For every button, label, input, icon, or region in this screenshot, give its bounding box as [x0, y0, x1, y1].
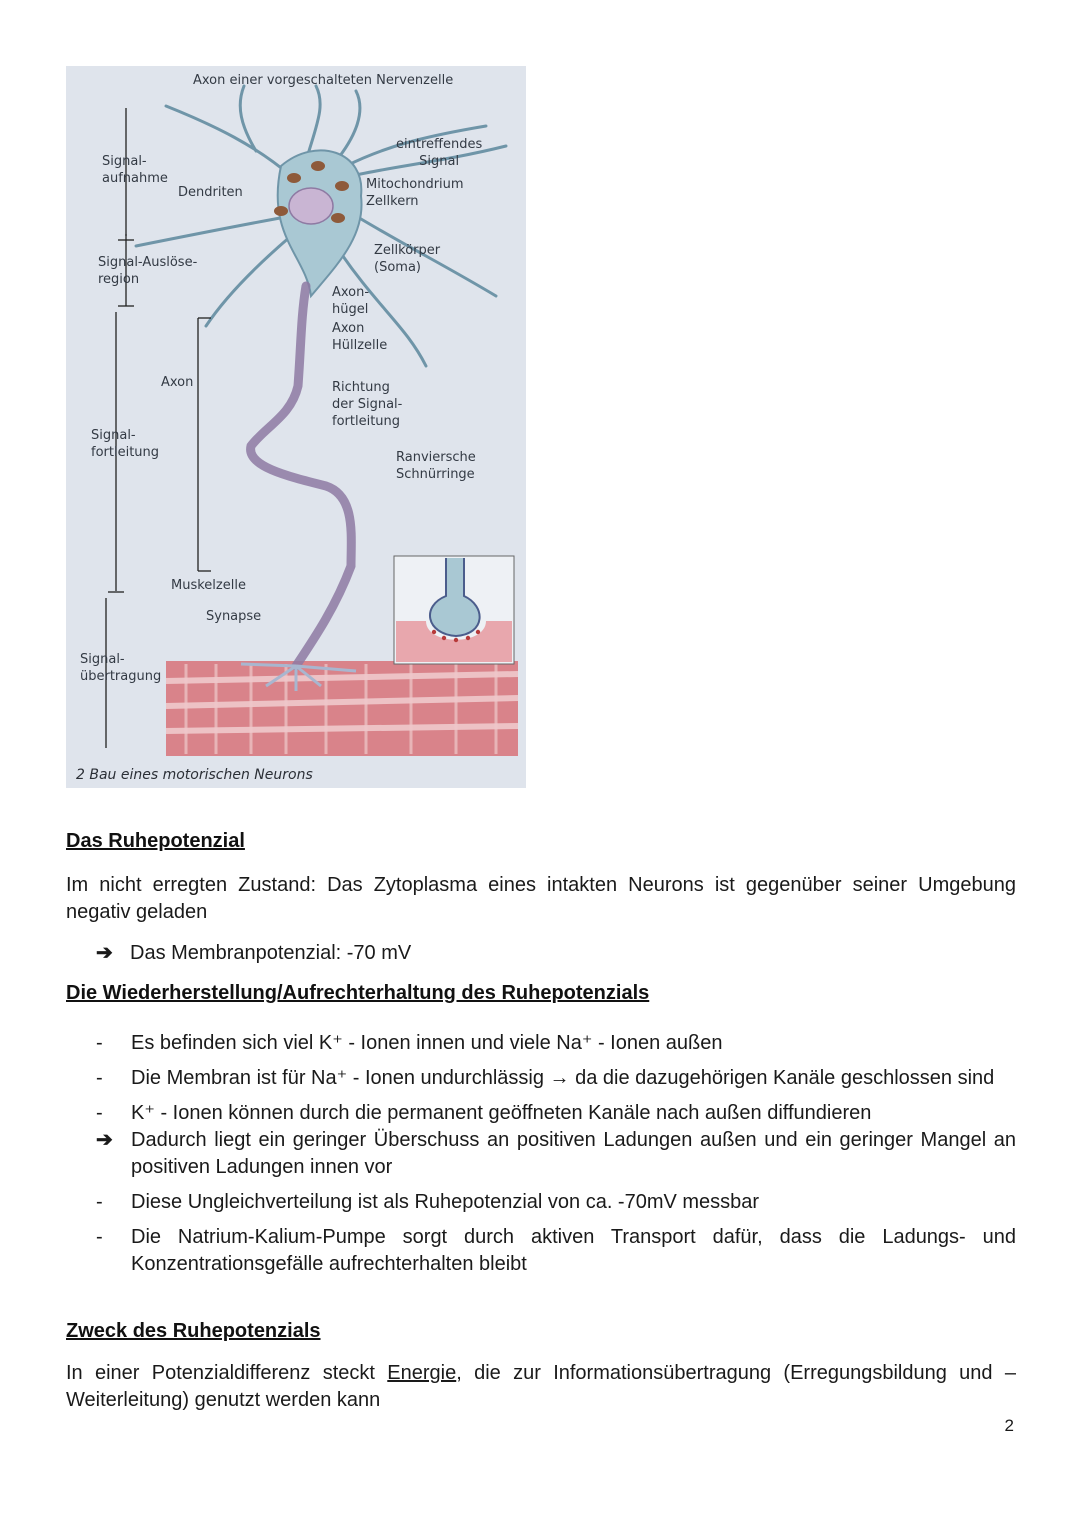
heading-purpose: Zweck des Ruhepotenzials: [66, 1320, 321, 1342]
arrow-icon: ➔: [96, 942, 113, 964]
paragraph-purpose: In einer Potenzialdifferenz steckt Energie, die zur Informationsübertragung (Erregungsbildung und –Weiterleitung) genutzt werden kann: [66, 1362, 1016, 1411]
list-item: - Die Membran ist für Na⁺ - Ionen undurchlässig → da die dazugehörigen Kanäle geschlossen sind: [66, 1065, 1016, 1092]
dash-icon: -: [96, 1226, 103, 1248]
label-dendrites: Dendriten: [178, 185, 243, 200]
label-signal-reception: Signal- aufnahme: [102, 154, 168, 186]
neuron-figure: [66, 66, 526, 788]
label-axon: Axon: [332, 321, 365, 336]
label-signal-conduction: Signal- fortleitung: [91, 428, 160, 460]
heading-resting-potential: Das Ruhepotenzial: [66, 830, 245, 852]
label-nucleus: Zellkern: [366, 194, 419, 209]
dash-icon: -: [96, 1067, 103, 1089]
restoration-list: [66, 1030, 1016, 1286]
arrow-icon: ➔: [96, 1129, 113, 1151]
dash-icon: -: [96, 1102, 103, 1124]
energy-term: Energie: [387, 1362, 457, 1384]
list-item: - Die Natrium-Kalium-Pumpe sorgt durch aktiven Transport dafür, dass die Ladungs- und Konzentrationsgefälle aufrechterhalten bleibt: [96, 1226, 1016, 1275]
label-axon-upstream: Axon einer vorgeschalteten Nervenzelle: [193, 73, 454, 88]
dash-icon: -: [96, 1191, 103, 1213]
label-axon-left: Axon: [161, 375, 194, 390]
label-signal-transmission: Signal- übertragung: [80, 652, 162, 684]
label-synapse: Synapse: [206, 609, 262, 624]
heading-restoration: Die Wiederherstellung/Aufrechterhaltung des Ruhepotenzials: [66, 982, 650, 1004]
membrane-potential-text: Das Membranpotenzial: -70 mV: [130, 942, 412, 964]
label-direction: Richtung der Signal- fortleitung: [332, 380, 403, 429]
page-number: 2: [1004, 1416, 1014, 1435]
list-item: ➔ Dadurch liegt ein geringer Überschuss an positiven Ladungen außen und ein geringer Mangel an positiven Ladungen innen vor: [96, 1129, 1016, 1178]
label-mitochondrion: Mitochondrium: [366, 177, 464, 192]
label-muscle: Muskelzelle: [171, 578, 246, 593]
figure-caption: 2 Bau eines motorischen Neurons: [76, 767, 313, 783]
paragraph-resting-state: Im nicht erregten Zustand: Das Zytoplasma eines intakten Neurons ist gegenüber seiner Umgebung negativ geladen: [66, 874, 1016, 923]
label-axon-hillock: Axon- hügel: [332, 285, 370, 317]
label-nodes: Ranviersche Schnürringe: [396, 450, 476, 482]
label-incoming-signal: eintreffendes Signal: [396, 137, 483, 169]
label-cell-body: Zellkörper (Soma): [374, 243, 441, 275]
label-signal-trigger: Signal-Auslöse- region: [98, 255, 198, 287]
label-glia: Hüllzelle: [332, 338, 388, 353]
dash-icon: -: [96, 1032, 103, 1054]
list-item: - Diese Ungleichverteilung ist als Ruhepotenzial von ca. -70mV messbar: [66, 1189, 1016, 1216]
list-item: - K⁺ - Ionen können durch die permanent geöffneten Kanäle nach außen diffundieren: [66, 1100, 1016, 1127]
nucleus-drawing: [289, 188, 333, 224]
arrow-membrane-potential: [96, 940, 411, 967]
list-item: - Es befinden sich viel K⁺ - Ionen innen und viele Na⁺ - Ionen außen: [66, 1030, 1016, 1057]
